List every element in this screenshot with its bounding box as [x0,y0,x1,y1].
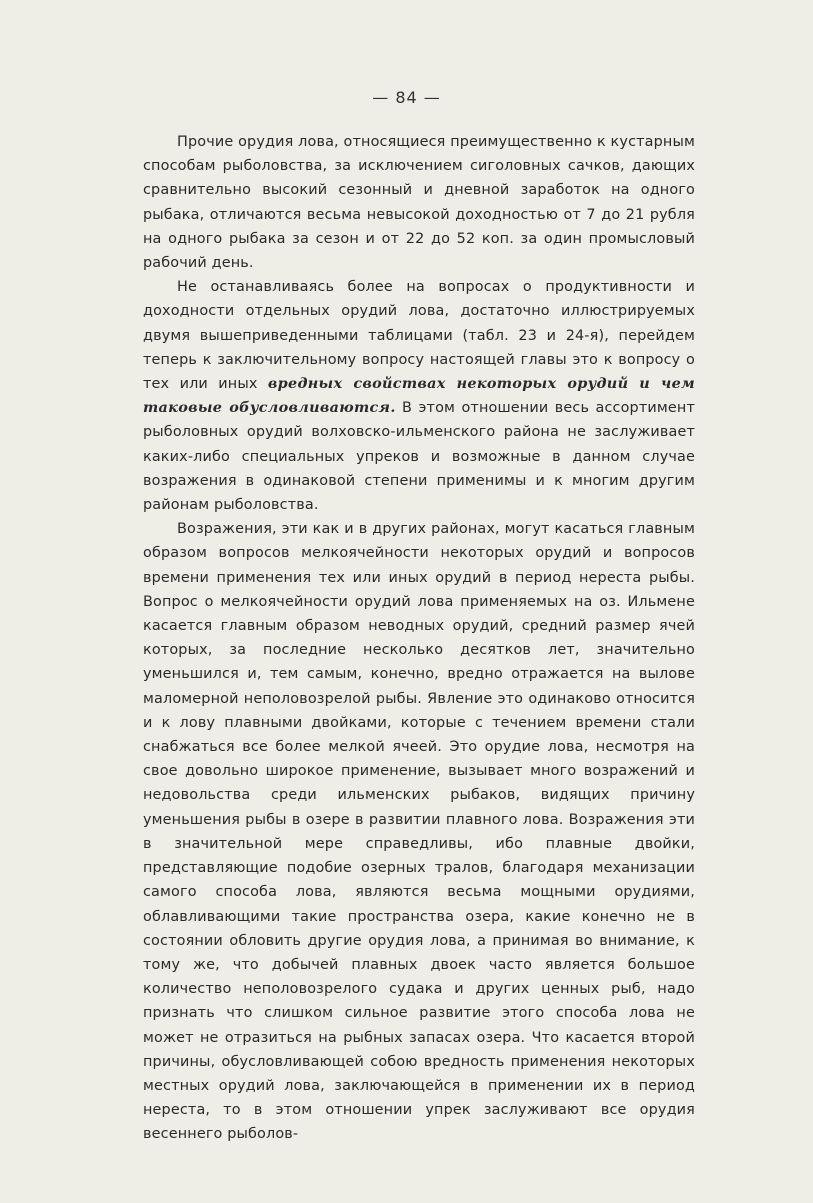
paragraph-1 [143,130,695,275]
paragraph-2-text-after: В этом отношении весь ассортимент рыболовных орудий волховско-ильменского района не заслуживает каких-либо специальных упреков и возможные в данном случае возражения в одинаковой степени применимы и к многим другим районам рыболовства. [143,400,695,514]
paragraph-3 [143,517,695,1146]
paragraph-2 [143,275,695,517]
paragraph-3-text: Возражения, эти как и в других районах, могут касаться главным образом вопросов мелкоячейности некоторых орудий и вопросов времени применения тех или иных орудий в период нереста рыбы. Вопрос о мелкоячейности орудий лова применяемых на оз. Ильмене касается главным образом неводных орудий, средний размер ячей которых, за последние несколько десятков лет, значительно уменьшился и, тем самым, конечно, вредно отражается на вылове маломерной неполовозрелой рыбы. Явление это одинаково относится и к лову плавными двойками, которые с течением времени стали снабжаться все более мелкой ячеей. Это орудие лова, несмотря на свое довольно широкое применение, вызывает много возражений и недовольства среди ильменских рыбаков, видящих причину уменьшения рыбы в озере в развитии плавного лова. Возражения эти в значительной мере справедливы, ибо плавные двойки, представляющие подобие озерных тралов, благодаря механизации самого способа лова, являются весьма мощными орудиями, облавливающими такие пространства озера, какие конечно не в состоянии обловить другие орудия лова, а принимая во внимание, к тому же, что добычей плавных двоек часто является большое количество неполовозрелого судака и других ценных рыб, надо признать что слишком сильное развитие этого способа лова не может не отразиться на рыбных запасах озера. Что касается второй причины, обусловливающей собою вредность применения некоторых местных орудий лова, заключающейся в применении их в период нереста, то в этом отношении упрек заслуживают все орудия весеннего рыболов- [143,521,695,1143]
page-number: — 84 — [372,88,441,107]
paragraph-2-emphasis: вредных свойствах некоторых орудий и чем таковые обусловливаются. [143,375,696,417]
text-body [143,130,695,1147]
paragraph-1-text: Прочие орудия лова, относящиеся преимущественно к кустарным способам рыболовства, за исключением сиголовных сачков, дающих сравнительно высокий сезонный и дневной заработок на одного рыбака, отличаются весьма невысокой доходностью от 7 до 21 рубля на одного рыбака за сезон и от 22 до 52 коп. за один промысловый рабочий день. [143,134,695,272]
paragraph-2-text-before: Не останавливаясь более на вопросах о продуктивности и доходности отдельных орудий лова, достаточно иллюстрируемых двумя вышеприведенными таблицами (табл. 23 и 24-я), перейдем теперь к заключительному вопросу настоящей главы это к вопросу о тех или иных [143,279,695,393]
